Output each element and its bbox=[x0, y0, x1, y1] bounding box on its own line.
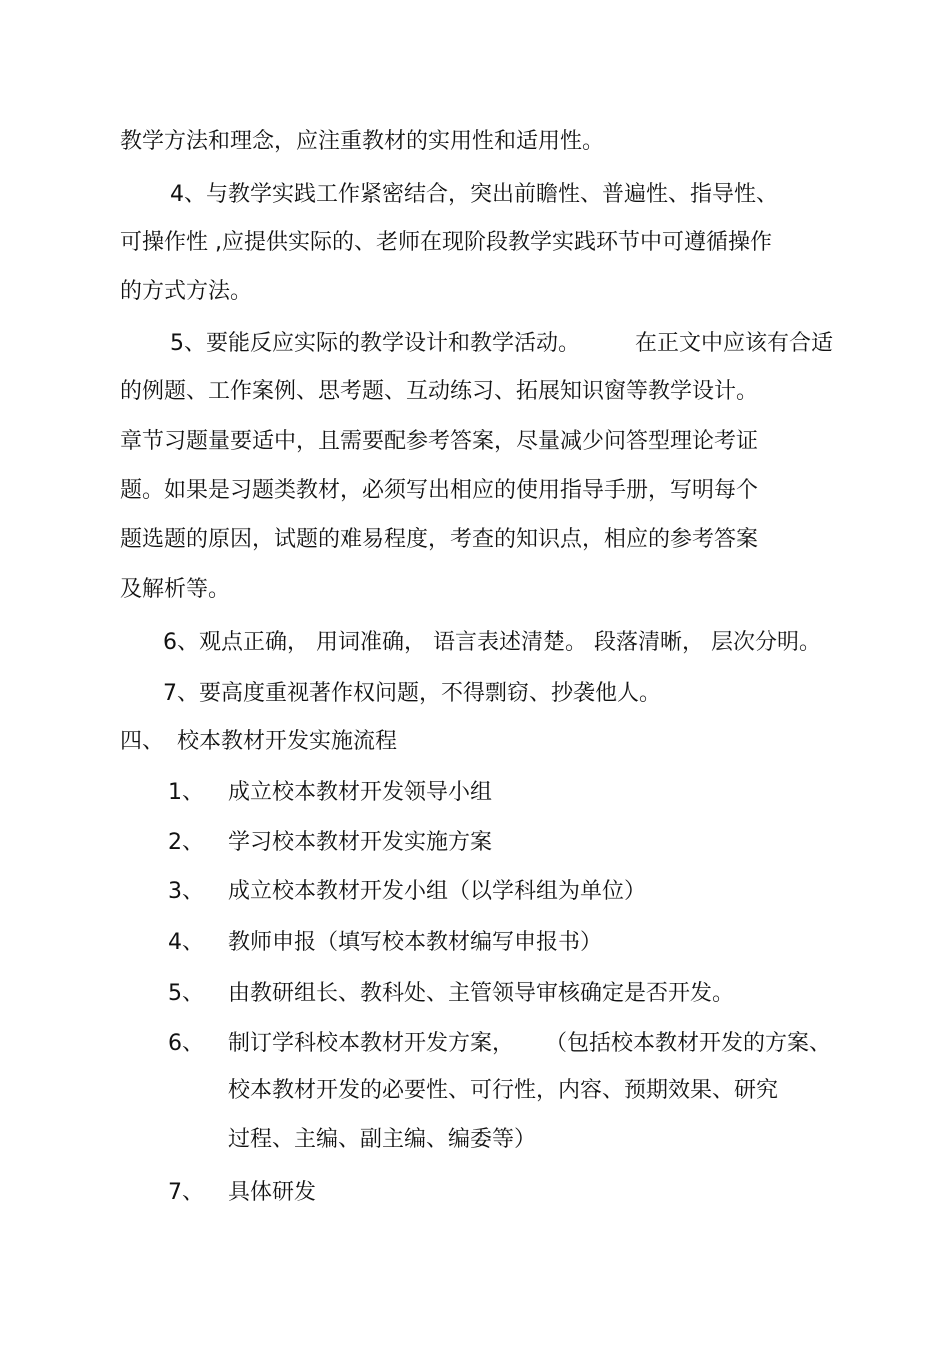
step-text: 成立校本教材开发小组（以学科组为单位） bbox=[228, 879, 647, 904]
step-text: 制订学科校本教材开发方案， bbox=[228, 1031, 515, 1056]
paragraph-line: 在正文中应该有合适 bbox=[635, 331, 834, 356]
step-text: 教师申报（填写校本教材编写申报书） bbox=[228, 930, 603, 955]
paragraph-line: 教学方法和理念，应注重教材的实用性和适用性。 bbox=[120, 129, 605, 154]
step-number: 2、 bbox=[168, 830, 204, 855]
step-number: 1、 bbox=[168, 780, 204, 805]
step-text: 具体研发 bbox=[228, 1180, 317, 1205]
paragraph-line: 章节习题量要适中，且需要配参考答案，尽量减少问答型理论考证 bbox=[120, 429, 759, 454]
section-title: 校本教材开发实施流程 bbox=[177, 729, 398, 754]
paragraph-line: 可操作性 ,应提供实际的、老师在现阶段教学实践环节中可遵循操作 bbox=[120, 230, 772, 255]
step-number: 5、 bbox=[168, 981, 204, 1006]
step-text: 成立校本教材开发领导小组 bbox=[228, 780, 493, 805]
step-number: 4、 bbox=[168, 930, 204, 955]
paragraph-line: 的方式方法。 bbox=[120, 279, 253, 304]
step-text: 过程、主编、副主编、编委等） bbox=[228, 1127, 537, 1152]
paragraph-line: 4、与教学实践工作紧密结合，突出前瞻性、普遍性、指导性、 bbox=[170, 182, 778, 207]
paragraph-line: 5、要能反应实际的教学设计和教学活动。 bbox=[170, 331, 580, 356]
paragraph-line: 6、观点正确， 用词准确， 语言表述清楚。 段落清晰， 层次分明。 bbox=[163, 630, 821, 655]
step-number: 7、 bbox=[168, 1180, 204, 1205]
step-text: 学习校本教材开发实施方案 bbox=[228, 830, 493, 855]
step-number: 6、 bbox=[168, 1031, 204, 1056]
step-text: 由教研组长、教科处、主管领导审核确定是否开发。 bbox=[228, 981, 735, 1006]
step-text: 校本教材开发的必要性、可行性，内容、预期效果、研究 bbox=[228, 1078, 779, 1103]
section-number: 四、 bbox=[120, 729, 165, 754]
paragraph-line: 题选题的原因，试题的难易程度，考查的知识点，相应的参考答案 bbox=[120, 527, 759, 552]
step-number: 3、 bbox=[168, 879, 204, 904]
paragraph-line: 7、要高度重视著作权问题，不得剽窃、抄袭他人。 bbox=[163, 681, 661, 706]
paragraph-line: 题。如果是习题类教材，必须写出相应的使用指导手册，写明每个 bbox=[120, 478, 759, 503]
paragraph-line: 的例题、工作案例、思考题、互动练习、拓展知识窗等教学设计。 bbox=[120, 379, 759, 404]
step-text: （包括校本教材开发的方案、 bbox=[545, 1031, 832, 1056]
paragraph-line: 及解析等。 bbox=[120, 577, 231, 602]
